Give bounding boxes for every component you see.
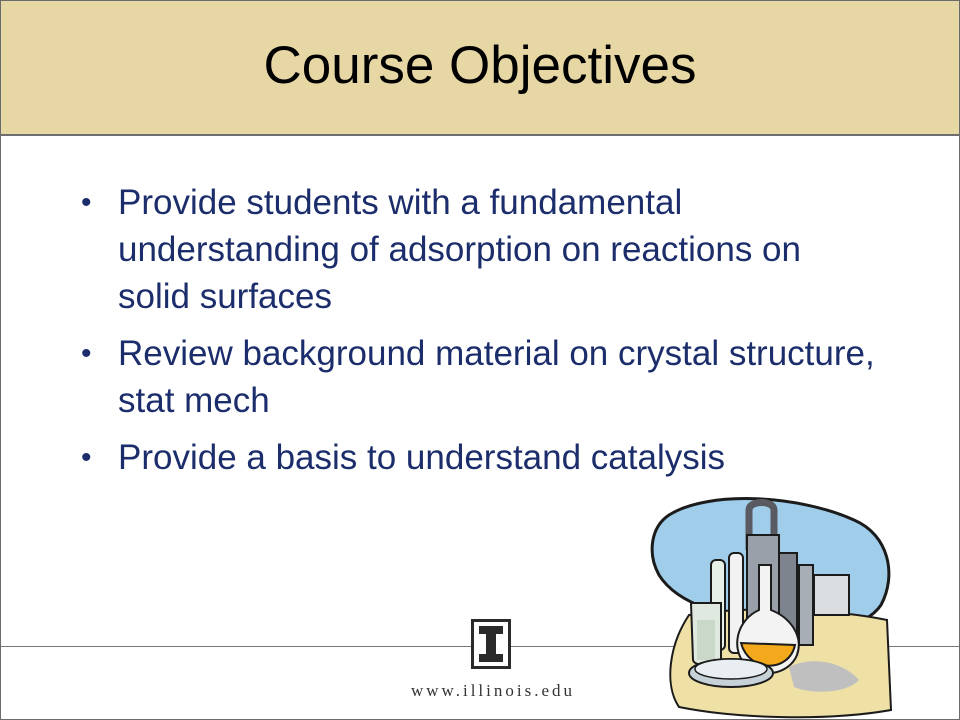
bullet-marker: • xyxy=(81,337,92,370)
bullet-text-2: Review background material on crystal structure, stat mech xyxy=(118,334,875,420)
title-bar xyxy=(1,1,959,136)
bullet-marker: • xyxy=(81,186,92,219)
illinois-block-i-icon xyxy=(471,619,511,669)
laboratory-glassware-icon xyxy=(649,495,894,720)
bullet-text-1: Provide students with a fundamental understanding of adsorption on reactions on solid surfaces xyxy=(118,183,801,316)
bullet-marker: • xyxy=(81,441,92,474)
bullet-item-3 xyxy=(81,434,881,481)
bullet-text-3: Provide a basis to understand catalysis xyxy=(118,438,725,477)
bullet-item-2 xyxy=(81,330,881,424)
bullet-item-1 xyxy=(81,179,881,320)
footer-url: www.illinois.edu xyxy=(411,681,576,700)
slide-title: Course Objectives xyxy=(263,36,697,95)
bullet-list xyxy=(81,179,881,491)
